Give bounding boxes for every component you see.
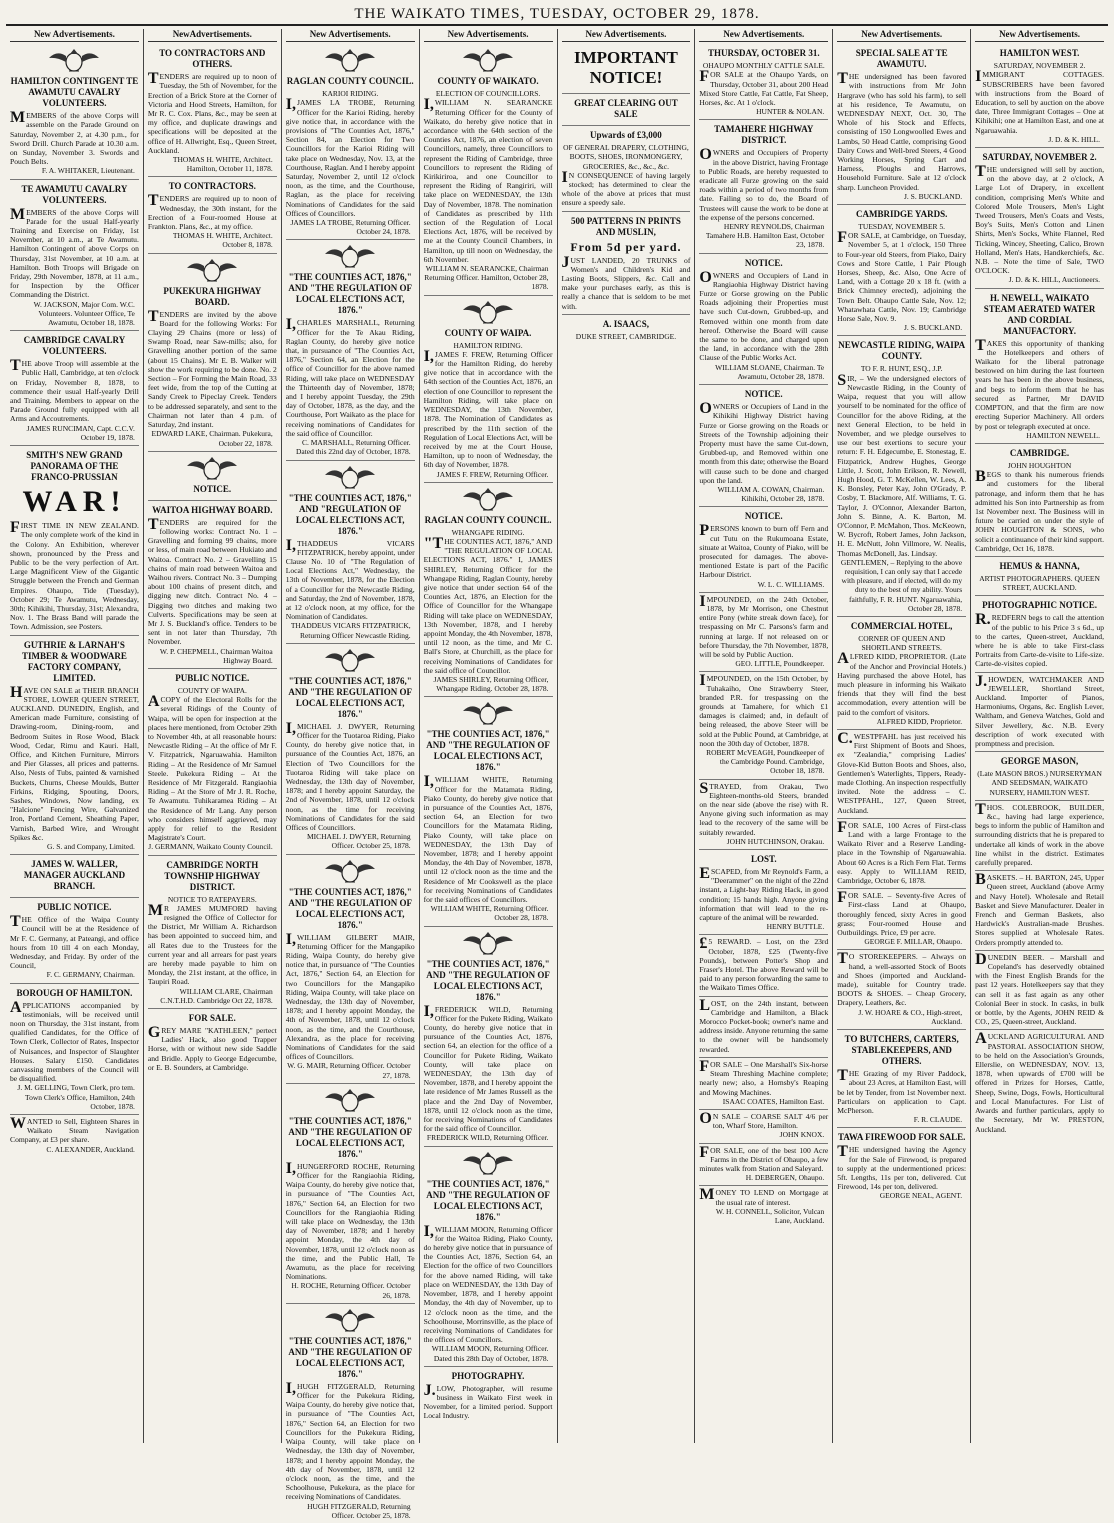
advertisement [424, 483, 553, 698]
advertisement [975, 44, 1104, 148]
ad-title: NOTICE. [744, 257, 783, 268]
ad-signature: J. D. & K. HILL, Auctioneers. [1008, 275, 1100, 285]
ad-title: TO BUTCHERS, CARTERS, STABLEKEEPERS, AND OTHERS. [844, 1034, 959, 1067]
coat-of-arms-icon [10, 48, 139, 74]
ad-body: IMMIGRANT COTTAGES. SUBSCRIBERS have been favored with instructions from the Board of Education, to sell by auction on the above date, Three Immigrant Cottages – One at Kihikihi; one at Hamilton East, and one at Ngaruawahia. [975, 68, 1104, 135]
ad-body: THE undersigned having the Agency for the Sale of Firewood, is prepared to supply at the undermentioned prices: 5ft. Lengths, 11s per ton, delivered. Cut Firewood, 14s per ton, delivered. [837, 1143, 967, 1192]
ad-signature: JAMES SHIRLEY, Returning Officer, Whangape Riding. October 28, 1878. [433, 674, 549, 694]
ad-signature: THOMAS H. WHITE, Architect. Hamilton, October 11, 1878. [172, 155, 273, 174]
advertisement [424, 44, 553, 295]
ad-title: SPECIAL SALE AT TE AWAMUTU. [855, 48, 948, 70]
ad-body: AUCKLAND AGRICULTURAL AND PASTORAL ASSOCIATION SHOW, to be held on the Association's Grounds, Ellerslie, on WEDNESDAY, NOV. 13, 1878, when upwards of £700 will be offered in Prizes for Horses, Cattle, Sheep, Swine, Dogs, Fowls, Horticultural and Local Manufactures. For List of Awards and further particulars, apply to the Secretary, Mr W. PRESTON, Auckland. [975, 1030, 1104, 1134]
advertisement [148, 1009, 277, 1075]
ad-title: COUNTY OF WAIPA. [444, 327, 532, 338]
ad-title: NOTICE. [193, 483, 232, 494]
ad-signature: F. A. WHITAKER, Lieutenant. [41, 166, 135, 176]
ad-body: FIRST TIME IN NEW ZEALAND. The only complete work of the kind in the Colony. An Exhibition, wherever shown, pronounced by the Press and Public to be the very perfection of Art. Large Magnificent View of the Gigantic Struggle between the French and German Empires. Ohaupo, Tide (Tuesday), October 29; Te Awamutu, Wednesday, 30th; Kihikihi, Thursday, 31st; Alexandra, Nov. 1. The Brass Band will parade the Town. Admission, see Posters. [10, 519, 139, 632]
ad-body: BASKETS. – H. BARTON, 245, Upper Queen street, Auckland (above Army and Navy Hotel). Wholesale and Retail Basket and Sieve Manufacturer. Dealer in French and German Baskets, also Hardwick's Australian-made Brushes. Stores supplied at Wholesale Rates. Orders promptly attended to. [975, 871, 1104, 947]
ad-body: I,WILLIAM N. SEARANCKE Returning Officer for the County of Waikato, do hereby give notice that in accordance with the 64th section of the Counties Act, 1876, an election of seven Councillors, namely, three Councillors to represent the Riding of Cambridge, three Councillors to represent the Riding of Kirikiriroa, and one Councillor to represent the Riding of Rangiriri, will take place on WEDNESDAY, the 13th Day of November, 1878. The nomination of Candidates as prescribed by 11th section of the Regulation of Local Elections Act, 1876, will be received by me at the County Council Chambers, in Hamilton, up till noon on Wednesday, the 6th November. [423, 96, 553, 264]
ad-title: FOR SALE. [188, 1013, 236, 1024]
coat-of-arms-icon [148, 258, 277, 284]
ad-body: TENDERS are required for the following works: Contract No. 1 – Gravelling and forming 99 chains, more or less, of main road between Hukiato and Waitoa. Contract No. 2 – Gravelling 15 chains of main road between Waitoa and Waihou rivers. Contract No. 3 – Dumping about 100 chains of present ditch, and digging new ditch. Contract No. 4 – Digging two ditches and making two Culverts. Specifications may be seen at Mr J. S. Buckland's office. Tenders to be sent in not later than Thursday, 7th November. [147, 515, 277, 647]
ad-title: HAMILTON WEST. [999, 48, 1080, 59]
advertisement [562, 315, 691, 344]
advertisement [699, 997, 828, 1058]
advertisement [699, 1058, 828, 1110]
masthead: THE WAIKATO TIMES, TUESDAY, OCTOBER 29, 1878. [6, 4, 1108, 26]
ad-body: OWNERS and Occupiers of Property in the above District, having Frontage to Public Roads, are hereby requested to eradicate all Furze growing on the said roads within a period of two months from date. Failing so to do, the Board of Trustees will cause the work to be done at the expense of the persons concerned. [699, 146, 829, 222]
coat-of-arms-icon [424, 48, 553, 74]
ad-banner: IMPORTANT NOTICE! [573, 48, 678, 88]
ad-subtitle: JOHN HOUGHTON [1007, 460, 1072, 470]
ad-subtitle: HAMILTON RIDING. [453, 340, 523, 350]
ad-title: "THE COUNTIES ACT, 1876," AND "THE REGULATION OF LOCAL ELECTIONS ACT, 1876." [288, 1115, 412, 1159]
ad-title: "THE COUNTIES ACT, 1876," AND "REGULATION OF LOCAL ELECTIONS ACT, 1876." [288, 492, 412, 536]
ad-subtitle: TUESDAY, NOVEMBER 5. [858, 222, 946, 232]
ad-signature: FREDERICK WILD, Returning Officer. [426, 1133, 549, 1143]
ad-body: IMPOUNDED, on the 15th October, by Tuhakaiho, One Strawberry Steer, branded P.R. for trespassing on the grounds at Tamahere, for which £1 damages is claimed; and, in default of being released, the above Steer will be sold at the Public Pound, at Cambridge, at noon the 30th day of October, 1878. [699, 672, 829, 748]
ad-subtitle: ARTIST PHOTOGRAPHERS. QUEEN STREET, AUCKLAND. [979, 573, 1100, 593]
column-heading: New Advertisements. [286, 29, 415, 42]
advertisement [837, 1030, 966, 1128]
ad-title: TAMAHERE HIGHWAY DISTRICT. [714, 124, 814, 146]
ad-title: "THE COUNTIES ACT, 1876," AND "THE REGULATION OF LOCAL ELECTIONS ACT, 1876." [288, 675, 412, 719]
ad-body: MEMBERS of the above Corps will Parade for the usual Half-yearly Training and Exercise on Friday, 1st November, at 10 a.m., at Te Awamutu. Hamilton Contingent of above Corps on Thursday, 31st November, at 10 a.m. at Hamilton. Both Troops will Brigade on Friday, 29th November, 1878, at 11 a.m., for Inspection by the Officer Commanding the District. [10, 205, 139, 300]
ad-title: THURSDAY, OCTOBER 31. [707, 48, 820, 59]
ad-signature: THADDEUS VICARS FITZPATRICK, Returning Officer Newcastle Riding. [290, 621, 411, 640]
ad-body: GREY MARE "KATHLEEN," pertect Ladies' Hack, also good Trapper Horse, with or without new side Saddle and Bridle. Apply to George Edgecumbe, or E. B. Sounders, at Cambridge. [147, 1024, 277, 1072]
coat-of-arms-icon [148, 456, 277, 482]
ad-signature: WILLIAM MOON, Returning Officer. Dated this 28th Day of October, 1878. [431, 1344, 549, 1363]
ad-title: WAITOA HIGHWAY BOARD. [152, 504, 273, 515]
ad-signature: GENTLEMEN, – Replying to the above requisition, I can only say that I accede with pleasure, and if elected, will do my duty to the best of my ability. Yours faithfully, F. R. HUNT. Ngaruawahia, October 28, 1878. [840, 557, 963, 613]
advertisement [837, 730, 966, 819]
ad-signature: J. GERMANN, Waikato County Council. [148, 842, 273, 852]
ad-signature: W. P. CHEPMELL, Chairman Waitoa Highway Board. [159, 646, 273, 665]
ad-signature: G. S. and Company, Limited. [47, 841, 135, 851]
ad-title: "THE COUNTIES ACT, 1876," AND "THE REGULATION OF LOCAL ELECTIONS ACT, 1876." [288, 272, 412, 316]
column-heading: New Advertisements. [10, 29, 139, 42]
ad-signature: GEO. LITTLE, Poundkeeper. [735, 659, 825, 669]
column-8 [971, 29, 1108, 1443]
ad-signature: JAMES F. FREW, Returning Officer. [436, 469, 549, 479]
ad-body: I,JAMES LA TROBE, Returning Officer for the Karioi Riding, hereby give notice that, in accordance with the provisions of "The Counties Act, 1876," Section 84, an Election for Two Councillors for the Karioi Riding will take place on Wednesday, Nov. 13, at the Courthouse, Raglan. And I hereby appoint Saturday, November 2, until 12 o'clock noon, as the time, and the Courthouse, Raglan, as the place for receiving Nominations of Candidates for the said Offices of Councillors. [285, 96, 415, 218]
advertisement [975, 673, 1104, 753]
columns [6, 29, 1108, 1520]
ad-body: PERSONS known to burn off Fern and cut Tutu on the Rukumoana Estate, situate at Waitoa, County of Piako, will be prosecuted for damages. The above-mentioned Estate is part of the Pacific Harbour District. [699, 522, 829, 580]
advertisement [148, 501, 277, 669]
ad-body: £5 REWARD. – Lost, on the 23rd October, 1878, £25 (Twenty-five Pounds), between Potter's Shop and Fraser's Hotel. The above Reward will be paid to any person forwarding the same to the Waikato Times Office. [699, 935, 829, 993]
ad-body: I,THADDEUS VICARS FITZPATRICK, hereby appoint, under Clause No. 10 of "The Regulation of Local Elections Act," Wednesday, the 13th of November, 1878, for the Election of a Councillor for the Newcastle Riding, and Saturday, the 2nd of November, 1878, at 12 o'clock noon, at my office, for the Nomination of Candidates. [285, 536, 415, 622]
column-4 [420, 29, 558, 1443]
ad-body: MONEY TO LEND on Mortgage at the usual rate of interest. [699, 1186, 829, 1207]
ad-signature: HUGH FITZGERALD, Returning Officer. October 25, 1878. [307, 1501, 411, 1520]
ad-title: PUKEKURA HIGHWAY BOARD. [163, 285, 262, 307]
ad-signature: C. MARSHALL, Returning Officer. Dated this 22nd day of October, 1878. [295, 438, 411, 457]
ad-title: PHOTOGRAPHIC NOTICE. [982, 600, 1097, 611]
ad-signature: HUNTER & NOLAN. [756, 107, 825, 117]
ad-signature: GEORGE F. MILLAR, Ohaupo. [864, 937, 963, 947]
coat-of-arms-icon [286, 48, 415, 74]
ad-signature: W. G. MAIR, Returning Officer. October 27, 1878. [287, 1061, 411, 1080]
column-3 [282, 29, 420, 1520]
ad-signature: W. L. C. WILLIAMS. [757, 579, 825, 589]
advertisement [10, 636, 139, 856]
ad-body: TAKES this opportunity of thanking the Hotelkeepers and others of Waikato for the liberal patronage bestowed on him during the last fourteen years he has been in the above business, and begs to inform them that he has secured as Partner, Mr DAVID COMPTON, and that the firm are now erecting Superior Machinery. All orders by post or telegraph executed at once. [975, 336, 1104, 431]
advertisement [975, 871, 1104, 951]
advertisement [837, 889, 966, 950]
ad-title: CAMBRIDGE YARDS. [856, 209, 948, 220]
coat-of-arms-icon [286, 465, 415, 491]
ad-signature: HAMILTON NEWELL. [1026, 430, 1100, 440]
advertisement [975, 148, 1104, 289]
ad-signature: MICHAEL J. DWYER, Returning Officer. October 25, 1878. [306, 832, 411, 851]
coat-of-arms-icon [424, 701, 553, 727]
ad-title: CAMBRIDGE. [1009, 447, 1070, 458]
ad-body: J.LOW, Photographer, will resume business in Waikato First week in November, for a limited period. Support Local Industry. [423, 1381, 553, 1421]
ad-body: FOR SALE, at Cambridge, on Tuesday, November 5, at 1 o'clock, 150 Three to Four-year old Steers, from Piako, Dairy Cows and Store Cattle, 1 Pair Plough Horses, Sheep, &c. Also, One Acre of Land, with a Cottage 20 x 18 ft. (with a Brick Chimney erected), adjoining the Town Belt. Ohaupo Cattle Sale, Nov. 12; Whatawhata Cattle, Nov. 19; Cambridge Horse Sale, Nov. 9. [837, 229, 967, 324]
ad-body: FOR SALE, 100 Acres of First-class Land with a large Frontage to the Waikato River and a Reserve Landing-place in the Township of Ngaruawahia. About 60 Acres is a Rich Fern Flat. Terms easy. Apply to WILLIAM REID, Cambridge, October 6, 1878. [837, 818, 967, 886]
ad-title: SMITH'S NEW GRAND PANORAMA OF THE FRANCO-PRUSSIAN [26, 450, 123, 483]
column-2 [144, 29, 282, 1443]
ad-body: THOS. COLEBROOK, BUILDER, &c., having had large experience, begs to inform the public of Hamilton and surrounding districts that he is prepared to undertake all kinds of work in the above line whilst in the district. Estimates carefully prepared. [975, 800, 1104, 868]
ad-title: "THE COUNTIES ACT, 1876," AND "THE REGULATION OF LOCAL ELECTIONS ACT, 1876." [426, 1178, 550, 1222]
advertisement [562, 44, 691, 94]
ad-body: ACOPY of the Electoral Rolls for the several Ridings of the County of Waipa, will be open for inspection at the places here mentioned, from October 29th to November 4th, at all reasonable hours: Newcastle Riding – At the office of Mr F. V. Fitzpatrick, Ngaruawahia. Hamilton Riding – At the Residence of Mr Samuel Steele. Pukekura Riding – At the Residence of Mr Fitzgerald. Rangiaohia Riding – At the Store of Mr J. R. Roche, Te Awamutu. Tuhikaramea Riding – At the Residence of Mr Lang. Any person who considers himself aggrieved, may apply for relief to the Resident Magistrate's Court. [147, 693, 277, 843]
ad-body: J.HOWDEN, WATCHMAKER AND JEWELLER, Shortland Street, Auckland. Importer of Pianos, Harmoniums, Organs, &c. English Lever, Waltham, and Geneva Watches, Gold and Silver Jewellery, &c. N.B. Every description of work executed with promptness and precision. [975, 672, 1104, 748]
ad-subtitle: OF GENERAL DRAPERY, CLOTHING, BOOTS, SHOES, IRONMONGERY, GROCERIES, &c., &c., &c. [563, 143, 689, 171]
column-1 [6, 29, 144, 1443]
ad-signature: W. JACKSON, Major Com. W.C. Volunteers. Volunteer Office, Te Awamutu, October 18, 1878. [33, 299, 135, 328]
ad-signature: ISAAC COATES, Hamilton East. [722, 1096, 825, 1106]
ad-signature: C. ALEXANDER, Auckland. [46, 1144, 135, 1154]
ad-body: TENDERS are required up to noon of Wednesday, the 30th instant, for the Erection of a Four-roomed House at Frankton. Plans, &c., at my office. [147, 192, 277, 232]
ad-title: BOROUGH OF HAMILTON. [16, 987, 133, 998]
ad-signature: ALFRED KIDD, Proprietor. [876, 716, 963, 726]
ad-title: COUNTY OF WAIKATO. [437, 76, 539, 87]
advertisement [699, 935, 828, 996]
ad-signature: WILLIAM SLOANE, Chairman. Te Awamutu, October 28, 1878. [715, 362, 825, 381]
advertisement [699, 385, 828, 507]
ad-body: THE Grazing of my River Paddock, about 23 Acres, at Hamilton East, will be let by Tender, from 1st November next. Particulars on application to Capt. McPherson. [837, 1067, 967, 1115]
advertisement [148, 856, 277, 1009]
coat-of-arms-icon [424, 487, 553, 513]
coat-of-arms-icon [424, 931, 553, 957]
advertisement [286, 1084, 415, 1304]
ad-body: TO STOREKEEPERS. – Always on hand, a well-assorted Stock of Boots and Shoes (imported and Auckland-made), suitable for Country trade. BOOTS & SHOES. – Cheap Grocery, Drapery, Leathers, &c. [837, 950, 967, 1008]
ad-signature: H. DEBERGEN, Ohaupo. [745, 1173, 825, 1183]
ad-body: THE undersigned will sell by auction, on the above day, at 2 o'clock, A Large Lot of Drapery, in excellent condition, comprising Men's White and Colored Mole Trousers, Men's Light Tweed Trousers, Men's Coats and Vests, Boy's Suits, Men's Cotton and Linen Shirts, Men's Socks, White Flannel, Red Ticking, Wincey, Sheeting, Calico, Brown Holland, Men's Hats, Handkerchiefs, &c. N.B. – Note the time of Sale, TWO O'CLOCK. [975, 163, 1104, 276]
ad-title: A. ISAACS, [602, 318, 650, 329]
coat-of-arms-icon [424, 1151, 553, 1177]
advertisement [424, 927, 553, 1147]
advertisement [286, 644, 415, 855]
column-heading: NewAdvertisements. [148, 29, 277, 42]
ad-signature: GEORGE NEAL, AGENT. [879, 1191, 963, 1201]
ad-signature: HENRY REYNOLDS, Chairman Tamahere H.B. Hamilton East, October 23, 1878. [705, 222, 825, 250]
ad-title: 500 PATTERNS IN PRINTS AND MUSLIN, [570, 215, 681, 237]
ad-signature: WILLIAM N. SEARANCKE, Chairman Returning Officer. Hamilton, October 28, 1878. [424, 264, 549, 292]
ad-title: "THE COUNTIES ACT, 1876," AND "THE REGULATION OF LOCAL ELECTIONS ACT, 1876." [426, 958, 550, 1002]
ad-title: PUBLIC NOTICE. [175, 672, 250, 683]
ad-signature: HENRY BUTTLE. [766, 922, 825, 932]
ad-subtitle: CORNER OF QUEEN AND SHORTLAND STREETS. [858, 633, 946, 653]
ad-title: NEWCASTLE RIDING, WAIPA COUNTY. [838, 340, 966, 362]
ad-signature: WILLIAM WHITE, Returning Officer. October 28, 1878. [430, 904, 549, 923]
advertisement [837, 950, 966, 1030]
ad-body: TENDERS are required up to noon of Tuesday, the 5th of November, for the Erection of a Brick Store at the Corner of Victoria and Hood Streets, Hamilton, for Mr R. C. Cox. Plans, &c., may be seen at my office, and duplicate drawings and specifications will be deposited at the office of H. Allwright, Esq., Queen Street, Auckland. [147, 70, 277, 155]
ad-title: TO CONTRACTORS AND OTHERS. [159, 48, 266, 70]
ad-body: FOR SALE at the Ohaupo Yards, on Thursday, October 31, about 200 Head Mixed Store Cattle, Fat Cattle, Fat Sheep, Horses, &c. At 1 o'clock. [699, 68, 829, 108]
advertisement [699, 44, 828, 120]
column-5 [558, 29, 696, 1443]
advertisement [837, 617, 966, 730]
coat-of-arms-icon [424, 300, 553, 326]
ad-signature: F. R. CLAUDE. [913, 1115, 963, 1125]
column-heading: New Advertisements. [424, 29, 553, 42]
ad-title: JAMES W. WALLER, MANAGER AUCKLAND BRANCH. [23, 859, 126, 892]
advertisement [286, 44, 415, 240]
ad-body: BEGS to thank his numerous friends and customers for the liberal patronage, and inform them that he has admitted his Son into Partnership as from 1st November next. The Business will in future be carried on under the style of JOHN HOUGHTON & SONS, who solicit a continuance of their kind support. Cambridge, Oct 16, 1878. [975, 468, 1104, 553]
advertisement [699, 254, 828, 385]
advertisement [975, 596, 1104, 672]
advertisement [10, 180, 139, 332]
ad-subtitle: DUKE STREET, CAMBRIDGE. [575, 331, 677, 341]
ad-body: FOR SALE, one of the best 100 Acre Farms in the District of Ohaupo, a few minutes walk from Station and Saleyard. [699, 1143, 829, 1173]
ad-title: COMMERCIAL HOTEL, [850, 620, 953, 631]
advertisement [286, 855, 415, 1084]
ad-body: OWNERS and Occupiers of Land in Rangiaohia Highway District having Furze or Gorse growing on the Public Roads adjoining their Properties must have such Cut-down, Grubbed-up, and Removed within one month from date hereof. Otherwise the Board will cause the same to be done, and charged upon the land, in accordance with the 28th Clause of the Public Works Act. [699, 268, 829, 363]
ad-title: SATURDAY, NOVEMBER 2. [982, 152, 1097, 163]
ad-signature: WILLIAM A. COWAN, Chairman. Kihikihi, October 28, 1878. [717, 484, 825, 504]
ad-body: FOR SALE – One Marshall's Six-horse Steam Threshing Machine complete; nearly new; also, a Hornsby's Reaping and Mowing Machines. [699, 1057, 829, 1097]
ad-banner: WAR! [22, 485, 127, 519]
ad-subtitle: (Late MASON BROS.) NURSERYMAN AND SEEDSMAN, WAIKATO NURSERY, HAMILTON WEST. [977, 769, 1102, 797]
ad-title: GEORGE MASON, [1000, 756, 1079, 767]
ad-signature: THOMAS H. WHITE, Architect. October 8, 1878. [172, 231, 273, 250]
ad-subtitle: ELECTION OF COUNCILLORS. [435, 89, 541, 99]
ad-body: THE undersigned has been favored with instructions from Mr John Hargrave (who has sold his farm), to sell at his residence, Te Awamutu, on WEDNESDAY NEXT, Oct. 30, The Whole of his Stock and Effects, consisting of 150 Longwoolled Ewes and Lambs, 50 Head Cattle, comprising Good Dairy Cows and Well-bred Steers, 4 Good Working Horses, Spring Cart and Harness, Ploughs and Harrows, Household Furniture. Sale at 12 o'clock sharp. Luncheon Provided. [837, 70, 967, 192]
advertisement [148, 177, 277, 253]
advertisement [10, 898, 139, 983]
ad-signature: J. W. HOARE & CO., High-street, Auckland. [858, 1007, 963, 1026]
ad-body: ESCAPED, from Mr Reynold's Farm, a "Deerammer" on the night of the 22nd instant, a Light-bay Riding Hack, in good condition; 15 hands high. Anyone giving information that will lead to the re-capture of the animal will be rewarded. [699, 865, 829, 923]
ad-body: STRAYED, from Orakau, Two Eighteen-months-old Steers, branded on the near side (above the rise) with R. Anyone giving such information as may lead to the recovery of the same will be suitably rewarded. [699, 779, 829, 837]
ad-body: FOR SALE. – Seventy-five Acres of First-class Land at Ohaupo, thoroughly fenced, sixty Acres in good grass; Four-roomed House and Outbuildings. Price, £9 per acre. [837, 889, 967, 938]
column-heading: New Advertisements. [699, 29, 828, 42]
ad-body: JUST LANDED, 20 TRUNKS of Women's and Children's Kid and Lasting Boots, Slippers, &c. Call and make your purchases early, as this is really a chance that is seldom to be met with. [561, 253, 691, 311]
advertisement [10, 855, 139, 898]
ad-body: R.REDFERN begs to call the attention of the public to his Price 3 s 6d., up to the cartes, Queen-street, Auckland, where he is able to take First-class Portraits from Carte-de-visite to Life-size. Carte-de-visites copied. [975, 611, 1104, 669]
advertisement [699, 593, 828, 673]
advertisement [699, 672, 828, 779]
advertisement [148, 669, 277, 856]
ad-title: LOST. [751, 854, 777, 865]
advertisement [562, 94, 691, 126]
advertisement [699, 507, 828, 592]
column-heading: New Advertisements. [562, 29, 691, 42]
ad-signature: EDWARD LAKE, Chairman. Pukekura, October 22, 1878. [151, 429, 273, 448]
ad-body: HAVE ON SALE at THEIR BRANCH STORE, LOWER QUEEN STREET, AUCKLAND. DUNEDIN, English, and American made Furniture, consisting of Drawing-room, Dining-room, and Bedroom Suites in Rose Wood, Black Wood, Cedar, Rimu and Kauri. Hall, Office, and Kitchen Furniture, Mirrors and Pier Glasses, all prices and patterns. Also, Nests of Tubs, painted & varnished Buckets, Churns, Cheese Moulds, Butter Firkins, Ridging, Spouting, Doors, Sashes, Windows, Now landing, ex "Halcione" Fencing Wire, Galvanized Iron, Portland Cement, Sheathing Paper, Varnish, Barbed Wire, and Wrought Spikes &c. [10, 683, 139, 842]
ad-body: ALFRED KIDD, PROPRIETOR. (Late of the Anchor and Provincial Hotels.) Having purchased the above Hotel, has much pleasure in informing his Waikato friends that they will find the best accommodation, every attention will be paid to the comfort of visitors. [837, 650, 967, 717]
advertisement [148, 44, 277, 177]
ad-title: PHOTOGRAPHY. [451, 1370, 525, 1381]
coat-of-arms-icon [286, 244, 415, 270]
ad-title: "THE COUNTIES ACT, 1876," AND "THE REGULATION OF LOCAL ELECTIONS ACT, 1876." [288, 1335, 412, 1379]
ad-signature: H. ROCHE, Returning Officer. October 26, 1878. [291, 1281, 411, 1300]
ad-subtitle: NOTICE TO RATEPAYERS. [167, 894, 257, 904]
ad-body: I,WILLIAM MOON, Returning Officer for the Waitoa Riding, Piako County, do hereby give notice that in pursuance of the Counties Act, 1876, Section 64, an Election for the office of two Councillors for the above named Riding, will take place on WEDNESDAY, the 13th Day of November, 1878, and I hereby appoint Monday, the 4th day of November, up to 12 o'clock noon as the time, and the Schoolhouse, Morrinsville, as the place of receiving Nominations of Candidates for the offices of Councillors. [423, 1222, 553, 1345]
ad-body: SIR, – We the undersigned electors of Newcastle Riding, in the County of Waipa, request that you will allow yourself to be nominated for the office of Councillor for the above Riding, at the next General Election, to be held in November, and we pledge ourselves to use our best exertions to secure your return: F. H. Edgecumbe, E. Stonestag, E. Fitzpatrick, Andrew Hughes, George Little, J. Scott, John Erikson, R. Newell, Hugh Hood, G. T. McKellen, W. Lees, A. K. Bonsley, Peter Kay, John O'Grady, P. Cosby, T. Blackmore, Alf. Williams, T. G. Taylor, J. O'Connor, Alexander Barton, John S. Binne, A. K. Barton, M. O'Connor, P. McMahon, Thos. McKeown, W. Bycroft, Robert James, John Jackson, H. E. McNutt, John Villmore, W. Nealis, Thomas McDonell, Jas. Lindsay. [837, 371, 967, 558]
ad-signature: J. S. BUCKLAND. [903, 191, 963, 201]
ad-body: DUNEDIN BEER. – Marshall and Copeland's has deservedly obtained with the Finest English Brands for the past 12 years. Hotelkeepers say that they can sell it as fast again as any other Colonial Beer in stock. In casks, in bulk or bottle, by the Agents, JOHN REID & CO., 25, Queen-street, Auckland. [975, 950, 1104, 1027]
advertisement [699, 1110, 828, 1144]
advertisement [975, 951, 1104, 1031]
ad-title: TAWA FIREWOOD FOR SALE. [838, 1132, 966, 1143]
ad-title: NOTICE. [744, 511, 783, 522]
ad-title: GUTHRIE & LARNAH'S TIMBER & WOODWARE FACTORY COMPANY, LIMITED. [22, 639, 127, 683]
ad-price-banner: From 5d per yard. [570, 239, 682, 254]
ad-body: TENDERS are invited by the above Board for the following Works: For Claying 29 Chains (more or less) of Swamp Road, near Saw-mills; also, for Gravelling another portion of the same (about 15 Chains). Mr E. B. Walker will show the work requiring to be done. No. 2 Section – For Forming the Main Road, 33 feet wide, from the top of the Cutting at Sandy Creek to Pipeclay Creek. Tenders to be addressed separately, and sent to the Chairman not later than 4 p.m. of Saturday, 2nd instant. [147, 307, 277, 430]
ad-subtitle: KARIOI RIDING. [322, 89, 379, 99]
ad-signature: JOHN HUTCHINSON, Orakau. [726, 836, 825, 846]
ad-subtitle: SATURDAY, NOVEMBER 2. [993, 61, 1086, 71]
advertisement [562, 212, 691, 315]
advertisement [424, 1147, 553, 1367]
advertisement [10, 446, 139, 635]
ad-subtitle: COUNTY OF WAIPA. [177, 685, 247, 695]
ad-signature: F. C. GERMANY, Chairman. [46, 970, 135, 980]
ad-body: I,WILLIAM GILBERT MAIR, Returning Officer for the Mangapiko Riding, Waipa County, do hereby give notice that, in pursuance of "The Counties Act, 1876," Section 64, an Election for two Councillors for the Mangapiko Riding, Waipa County, will take place on Wednesday, the 13th day of November, 1878; and I hereby appoint Monday, the 4th of November, 1878, until 12 o'clock noon, as the time, and the Courthouse, Alexandra, as the place for receiving Nominations of Candidates for the said offices of Councillors. [285, 930, 415, 1062]
advertisement [975, 444, 1104, 557]
ad-title: CAMBRIDGE CAVALRY VOLUNTEERS. [23, 335, 126, 357]
ad-subtitle: OHAUPO MONTHLY CATTLE SALE. [702, 61, 825, 71]
advertisement [699, 780, 828, 850]
advertisement [148, 452, 277, 501]
coat-of-arms-icon [286, 1308, 415, 1334]
ad-title: HAMILTON CONTINGENT TE AWAMUTU CAVALRY VOLUNTEERS. [10, 76, 139, 109]
ad-title: TO CONTRACTORS. [168, 181, 256, 192]
ad-title: H. NEWELL, WAIKATO STEAM AERATED WATER AND CORDIAL MANUFACTORY. [983, 292, 1096, 336]
advertisement [424, 1367, 553, 1424]
advertisement [699, 120, 828, 253]
advertisement [562, 126, 691, 211]
ad-body: MEMBERS of the above Corps will assemble on the Parade Ground on Saturday, November 2, at 4.30 p.m., for Sword Drill. Church Parade at 10.30 a.m. on Sunday, November 3. Swords and Pouch Belts. [10, 109, 139, 167]
ad-title: NOTICE. [744, 389, 783, 400]
column-7 [833, 29, 971, 1443]
ad-body: WANTED to Sell, Eighteen Shares in Waikato Steam Navigation Company, at £3 per share. [10, 1115, 139, 1145]
advertisement [424, 296, 553, 483]
ad-subtitle: TO F. R. HUNT, ESQ., J.P. [860, 364, 943, 374]
coat-of-arms-icon [286, 1088, 415, 1114]
ad-body: I,CHARLES MARSHALL, Returning Officer for the Te Akau Riding, Raglan County, do hereby give notice that, in pursuance of "The Counties Act, 1876," Section 64, an Election for the office of Councillor for the above named Riding, will take place on WEDNESDAY the Thirteenth day of November, 1878; and I hereby appoint Tuesday, the 29th day of October, 1878, as the day, and the Courthouse, Port Waikato as the place for receiving nominations of Candidates for the said office of Councillor. [285, 316, 415, 438]
ad-title: RAGLAN COUNTY COUNCIL. [286, 76, 414, 87]
ad-body: MR JAMES MUMFORD having resigned the Office of Collector for the District, Mr William A. Richardson has been appointed to succeed him, and all Rates due to the Trustees for the current year and all arrears for past years are hereby made payable to him on Monday, the 21st instant, at the office, in Taupiri Road. [147, 901, 277, 987]
ad-body: THE above Troop will assemble at the Public Hall, Cambridge, at ten o'clock on Friday, November 8, 1878, to commence their usual Half-yearly Drill and Training. Members to appear on the Parade Ground fully equipped with all Arms and Accoutrements. [10, 357, 139, 424]
advertisement [286, 240, 415, 460]
advertisement [975, 1030, 1104, 1136]
advertisement [975, 801, 1104, 871]
ad-body: "THE COUNTIES ACT, 1876," AND "THE REGULATION OF LOCAL ELECTIONS ACT, 1876." I, JAMES SHIRLEY, Returning Officer for the Whangape Riding, Raglan County, hereby give notice that under section 64 of the Counties Act, 1876, an Election for the Office of Councillor for the Whangape Riding will take place on WEDNESDAY, 13th November, 1878, and I hereby appoint Monday, the 4th November, 1878, until 12 noon, as the time, and Mr C. Ball's Store, at Churchill, as the place for receiving Nominations of Candidates for the said office of Councillor. [423, 534, 553, 675]
advertisement [10, 984, 139, 1115]
advertisement [837, 205, 966, 336]
ad-body: I,MICHAEL J. DWYER, Returning Officer for the Tuotaroa Riding, Piako County, do hereby give notice that, in pursuance of the Counties Act, 1876, an Election of Two Councillors for the Tuotaroa Riding will take place on Wednesday, the 13th day of November, 1878; and I hereby appoint Saturday, the 2nd of November, 1878, until 12 o'clock noon, as the time for receiving Nominations of Candidates for the said Offices of Councillors. [285, 719, 415, 832]
advertisement [148, 254, 277, 452]
ad-title: PUBLIC NOTICE. [37, 902, 112, 913]
advertisement [975, 289, 1104, 444]
advertisement [286, 461, 415, 644]
ad-signature: JAMES RUNCIMAN, Capt. C.C.V. October 19, 1878. [26, 423, 135, 442]
ad-signature: WILLIAM CLARE, Chairman C.N.T.H.D. Cambridge Oct 22, 1878. [160, 986, 273, 1005]
advertisement [699, 850, 828, 935]
ad-body: THE Office of the Waipa County Council will be at the Residence of Mr F. C. Germany, at Pateangi, and office hours from 10 till 4 on each Monday, Wednesday, and Friday. By order of the Council, [10, 913, 139, 971]
ad-body: APPLICATIONS accompanied by testimonials, will be received until noon on Thursday, the 31st instant, from qualified Candidates, for the Office of Town Clerk, Collector of Rates, Inspector of Nuisances, and Inspector of Slaughter Houses. Salary £150. Candidates canvassing members of the Council will be disqualified. [10, 998, 139, 1084]
advertisement [424, 697, 553, 926]
ad-title: Upwards of £3,000 [590, 130, 662, 141]
ad-title: "THE COUNTIES ACT, 1876," AND "THE REGULATION OF LOCAL ELECTIONS ACT, 1876." [426, 729, 550, 773]
column-heading: New Advertisements. [975, 29, 1104, 42]
ad-body: IN CONSEQUENCE of having largely stocked; has determined to clear the whole of the above at prices that must ensure a speedy sale. [561, 168, 691, 208]
advertisement [10, 44, 139, 179]
ad-body: I,JAMES F. FREW, Returning Officer for the Hamilton Riding, do hereby give notice that in accordance with the 64th section of the Counties Act, 1876, an election of one Councillor to represent the Hamilton Riding, will take place on WEDNESDAY, the 13th November, 1878. The Nomination of Candidates as prescribed by the 11th section of the Regulation of Local Elections Act, will be received by me at the Court House, Hamilton, up to noon of Wednesday, the 6th day of November, 1878. [423, 347, 553, 470]
coat-of-arms-icon [286, 859, 415, 885]
ad-title: HEMUS & HANNA, [999, 560, 1080, 571]
advertisement [837, 336, 966, 616]
ad-body: ON SALE – COARSE SALT 4/6 per ton, Wharf Store, Hamilton. [699, 1109, 829, 1131]
ad-body: LOST, on the 24th instant, between Cambridge and Hamilton, a Black Morocco Pocket-book; owner's name and address inside. Anyone returning the same to the owner will be handsomely rewarded. [699, 996, 829, 1054]
ad-body: I,WILLIAM WHITE, Returning Officer for the Matamata Riding, Piako County, do hereby give notice that in pursuance of the Counties Act, 1876, section 64, an Election for two Councillors for the Matamata Riding, Piako County, will take place on WEDNESDAY, the 13th Day of November, 1878; and I hereby appoint Monday, the 4th Day of November, 1878, until 12 o'clock noon as the time and the Residence of Mr Cookswell as the place for receiving Nominations of Candidates for the said offices of Councillors. [423, 773, 553, 905]
column-6 [695, 29, 833, 1443]
ad-body: I,FREDERICK WILD, Returning Officer for the Pukete Riding, Waikato County, do hereby give notice that in pursuance of the Counties Act, 1876, section 64, an election for the office of a Councillor for Pukete Riding, Waikato County, will take place on WEDNESDAY, the 13th day of November, 1878, and I hereby appoint the late residence of Mr James Russell as the place and the 2nd Day of November, 1878, until 12 o'clock noon as the time, for receiving Nominations of Candidates for the said office of Councillor. [423, 1002, 553, 1134]
coat-of-arms-icon [286, 648, 415, 674]
advertisement [975, 557, 1104, 596]
advertisement [699, 1186, 828, 1228]
advertisement [699, 1144, 828, 1187]
ad-signature: JOHN KNOX. [779, 1130, 825, 1140]
ad-signature: J. M. GELLING, Town Clerk, pro tem. Town Clerk's Office, Hamilton, 24th October, 1878. [17, 1083, 135, 1111]
ad-signature: J. D. & K. HILL. [1048, 134, 1100, 144]
ad-signature: JAMES LA TROBE, Returning Officer. October 24, 1878. [290, 218, 411, 237]
ad-signature: W. H. CONNELL, Solicitor, Vulcan Lane, Auckland. [715, 1206, 825, 1225]
advertisement [837, 1128, 966, 1203]
ad-body: I,HUGH FITZGERALD, Returning Officer for the Pukekura Riding, Waipa County, do hereby give notice that, in pursuance of "The Counties Act, 1876," Section 64, an Election for two Councillors for the Pukekura Riding, Waipa County, will take place on Wednesday, the 13th day of November, 1878; and I hereby appoint Monday, the 4th day of November, 1878, until 12 o'clock noon, as the time, and the Schoolhouse, Pukekura, as the place for receiving Nominations of Candidates. [285, 1379, 415, 1502]
ad-body: C.WESTPFAHL has just received his First Shipment of Boots and Shoes, ex "Zealandia," comprising Ladies' Glove-Kid Button Boots and Shoes, also, Gentlemen's Waterlights, Tippers, Ready-made Clothing. An inspection respectfully invited. Note the address – C. WESTPFAHL, 127, Queen Street, Auckland. [837, 730, 967, 815]
advertisement [837, 44, 966, 205]
ad-title: CAMBRIDGE NORTH TOWNSHIP HIGHWAY DISTRICT. [164, 859, 261, 892]
advertisement [837, 819, 966, 889]
newspaper-page [6, 4, 1108, 1520]
ad-title: RAGLAN COUNTY COUNCIL. [424, 514, 552, 525]
advertisement [975, 752, 1104, 801]
ad-signature: ROBERT McVEAGH, Poundkeeper of the Cambridge Pound. Cambridge, October 18, 1878. [706, 748, 825, 776]
ad-title: GREAT CLEARING OUT SALE [574, 98, 678, 120]
ad-body: OWNERS or Occupiers of Land in the Kihikihi Highway District having Furze or Gorse growing on the Roads or Streets of the Township adjoining their Property must have the same Cut-down, Grubbed-up, and Removed within one month from this date; otherwise the Board will cause such to be done and charged upon the land. [699, 400, 829, 485]
ad-title: TE AWAMUTU CAVALRY VOLUNTEERS. [21, 183, 128, 205]
advertisement [10, 1115, 139, 1157]
ad-subtitle: WHANGAPE RIDING. [451, 527, 525, 537]
ad-body: I,HUNGERFORD ROCHE, Returning Officer for the Rangiaohia Riding, Waipa County, do hereby give notice that, in pursuance of "The Counties Act, 1876," Section 64, an Election for two Councillors for the Rangiaohia Riding will take place on Wednesday, the 13th day of November, 1878; and I hereby appoint Monday, the 4th day of November, 1878, until 12 o'clock noon as the time, and the Public Hall, Te Awamutu, as the place for receiving Nominations. [285, 1159, 415, 1282]
advertisement [286, 1304, 415, 1523]
column-heading: New Advertisements. [837, 29, 966, 42]
ad-body: IMPOUNDED, on the 24th October, 1878, by Mr Morrison, one Chestnut entire Pony (white streak down face), for trespassing on Mr C. Parsons's farm and running at large. If not released on or before Thursday, the 7th November, 1878, will be sold by Public Auction. [699, 592, 829, 659]
advertisement [10, 331, 139, 446]
ad-title: "THE COUNTIES ACT, 1876," AND "THE REGULATION OF LOCAL ELECTIONS ACT, 1876." [288, 886, 412, 930]
ad-signature: J. S. BUCKLAND. [903, 323, 963, 333]
